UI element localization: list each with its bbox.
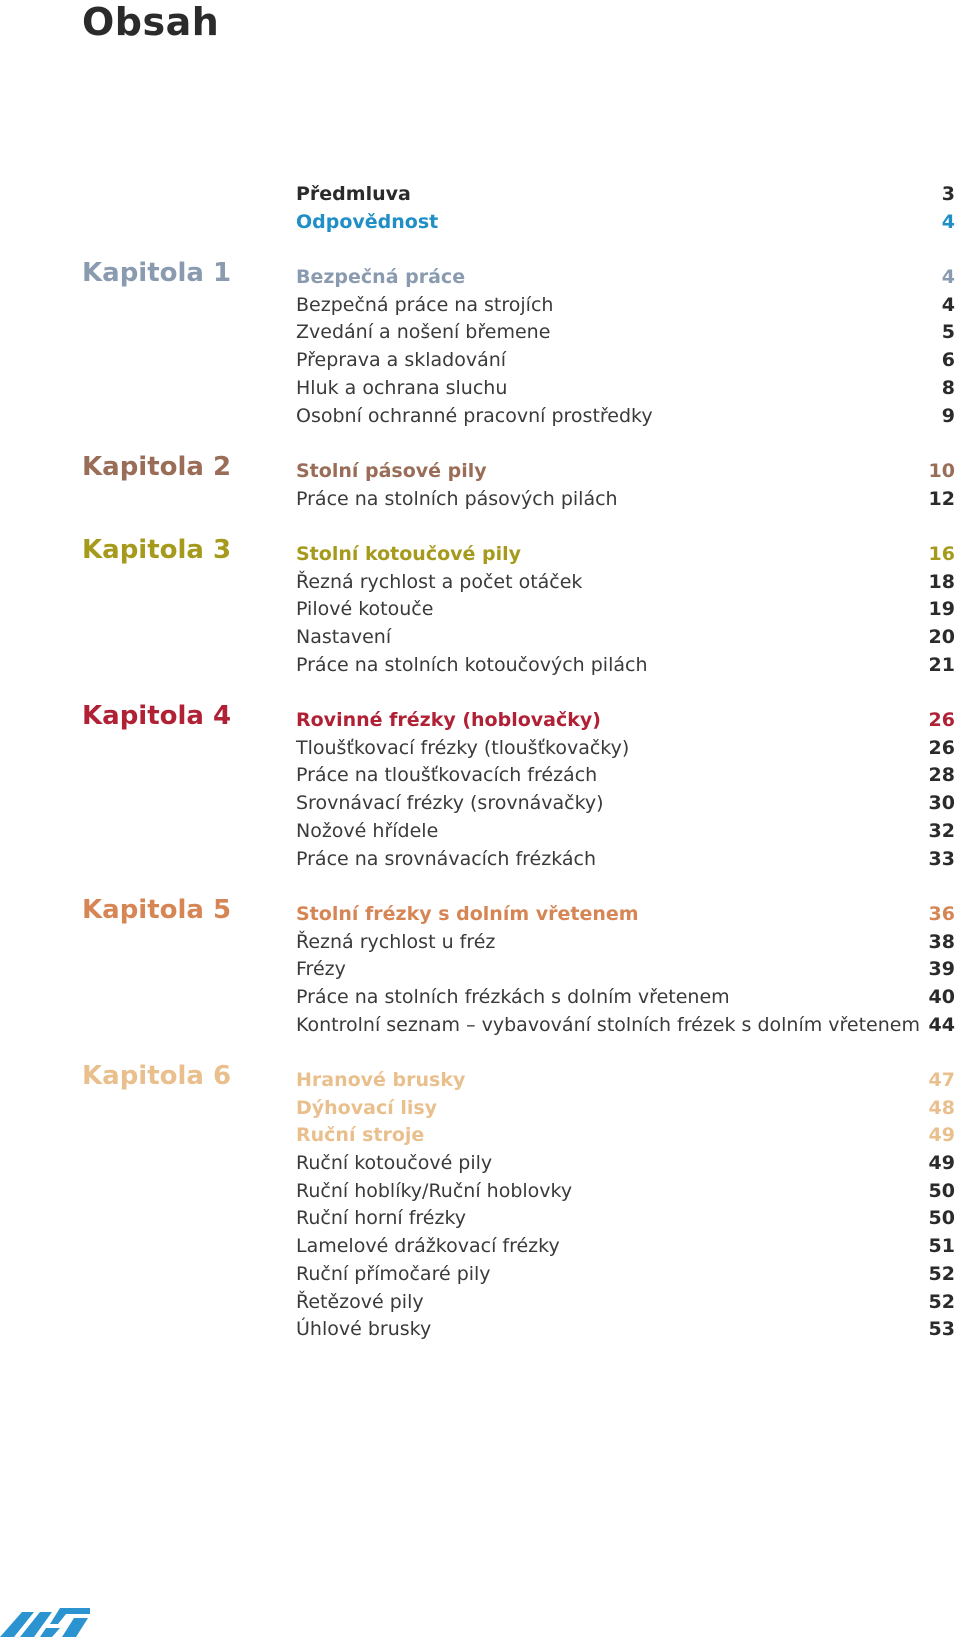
toc-entry-page: 48	[928, 1096, 955, 1119]
toc-section-6	[0, 1061, 960, 1343]
toc-entry[interactable]	[0, 817, 960, 845]
toc-entry-page: 28	[928, 764, 955, 787]
toc-entry-title: Pilové kotouče	[296, 598, 434, 621]
toc-entry-page: 49	[928, 1152, 955, 1175]
toc-entry[interactable]	[0, 701, 960, 734]
toc-entry-title: Frézy	[296, 958, 346, 981]
toc-entry-page: 47	[928, 1069, 955, 1091]
toc-entry-title: Práce na stolních kotoučových pilách	[296, 653, 648, 676]
table-of-contents	[0, 180, 960, 1343]
toc-entry-page: 38	[928, 930, 955, 953]
toc-entry[interactable]	[0, 845, 960, 873]
toc-entry-title: Stolní kotoučové pily	[296, 542, 522, 565]
toc-entry-title: Řezná rychlost a počet otáček	[296, 570, 583, 593]
toc-section-3	[0, 534, 960, 678]
toc-entry[interactable]	[0, 180, 960, 208]
toc-entry-title: Ruční přímočaré pily	[296, 1262, 491, 1285]
toc-entry-title: Nožové hřídele	[296, 819, 439, 842]
toc-entry-title: Kontrolní seznam – vybavování stolních frézek s dolním vřetenem	[296, 1013, 920, 1036]
toc-entry[interactable]	[0, 534, 960, 568]
chapter-label: Kapitola 1	[82, 258, 232, 289]
toc-entry-title: Řezná rychlost u fréz	[296, 930, 496, 953]
toc-entry[interactable]	[0, 1288, 960, 1316]
toc-section-intro	[0, 180, 960, 235]
toc-entry-title: Zvedání a nošení břemene	[296, 321, 551, 344]
toc-entry-page: 49	[928, 1124, 955, 1147]
toc-entry-title: Řetězové pily	[296, 1290, 424, 1313]
toc-entry-title: Práce na stolních frézkách s dolním vřetenem	[296, 985, 730, 1008]
toc-entry-page: 8	[941, 376, 955, 399]
toc-entry-title: Bezpečná práce na strojích	[296, 293, 554, 316]
chapter-label: Kapitola 4	[82, 701, 232, 732]
toc-entry[interactable]	[0, 1011, 960, 1039]
toc-entry-title: Stolní pásové pily	[296, 459, 487, 482]
toc-entry[interactable]	[0, 568, 960, 596]
toc-entry[interactable]	[0, 1177, 960, 1205]
toc-entry[interactable]	[0, 374, 960, 402]
toc-entry[interactable]	[0, 1121, 960, 1149]
toc-entry-title: Dýhovací lisy	[296, 1096, 438, 1119]
chapter-label: Kapitola 5	[82, 894, 232, 925]
toc-entry[interactable]	[0, 894, 960, 928]
toc-entry-title: Hranové brusky	[296, 1069, 466, 1091]
toc-entry-page: 53	[928, 1318, 955, 1341]
toc-entry[interactable]	[0, 1094, 960, 1122]
toc-entry[interactable]	[0, 955, 960, 983]
toc-entry-title: Ruční horní frézky	[296, 1207, 467, 1230]
toc-entry-title: Práce na tloušťkovacích frézách	[296, 764, 598, 787]
toc-entry-page: 4	[941, 293, 955, 316]
toc-entry[interactable]	[0, 789, 960, 817]
toc-entry-title: Práce na srovnávacích frézkách	[296, 847, 597, 870]
toc-entry[interactable]	[0, 208, 960, 236]
toc-entry-title: Bezpečná práce	[296, 266, 466, 289]
toc-entry-page: 12	[928, 487, 955, 510]
toc-entry-page: 30	[928, 792, 955, 815]
toc-section-5	[0, 894, 960, 1038]
toc-entry-title: Osobní ochranné pracovní prostředky	[296, 404, 653, 427]
toc-entry-page: 10	[928, 459, 955, 482]
toc-entry-title: Práce na stolních pásových pilách	[296, 487, 618, 510]
toc-entry-title: Nastavení	[296, 626, 392, 648]
chapter-label: Kapitola 6	[82, 1061, 232, 1091]
toc-entry[interactable]	[0, 291, 960, 319]
toc-entry-page: 4	[941, 210, 955, 233]
toc-entry-page: 50	[928, 1179, 955, 1202]
toc-entry-title: Stolní frézky s dolním vřetenem	[296, 902, 639, 925]
toc-entry-page: 52	[928, 1290, 955, 1313]
toc-entry[interactable]	[0, 761, 960, 789]
toc-entry[interactable]	[0, 451, 960, 485]
toc-entry[interactable]	[0, 651, 960, 679]
toc-entry-page: 19	[928, 598, 955, 621]
toc-entry-title: Hluk a ochrana sluchu	[296, 376, 508, 399]
toc-entry[interactable]	[0, 1204, 960, 1232]
toc-entry-title: Ruční stroje	[296, 1124, 425, 1147]
toc-entry[interactable]	[0, 1260, 960, 1288]
toc-entry[interactable]	[0, 258, 960, 291]
toc-entry[interactable]	[0, 983, 960, 1011]
toc-entry-title: Odpovědnost	[296, 210, 439, 233]
toc-entry-page: 36	[928, 902, 955, 925]
toc-entry[interactable]	[0, 402, 960, 430]
toc-entry-page: 33	[928, 847, 955, 870]
toc-entry[interactable]	[0, 1149, 960, 1177]
toc-entry-page: 3	[941, 183, 955, 205]
toc-entry-page: 44	[928, 1013, 955, 1036]
toc-entry-page: 6	[941, 349, 955, 372]
toc-entry-page: 39	[928, 958, 955, 981]
toc-entry[interactable]	[0, 318, 960, 346]
toc-entry-page: 21	[928, 653, 955, 676]
toc-entry-page: 50	[928, 1207, 955, 1230]
chapter-label: Kapitola 2	[82, 451, 232, 482]
toc-entry-page: 40	[928, 985, 955, 1008]
toc-section-2	[0, 451, 960, 512]
toc-entry-page: 20	[928, 626, 955, 648]
toc-entry-title: Úhlové brusky	[296, 1318, 432, 1341]
toc-section-1	[0, 258, 960, 429]
toc-entry[interactable]	[0, 734, 960, 762]
toc-entry-page: 26	[928, 736, 955, 759]
toc-entry-page: 32	[928, 819, 955, 842]
toc-entry-title: Srovnávací frézky (srovnávačky)	[296, 792, 604, 815]
toc-entry[interactable]	[0, 928, 960, 956]
toc-entry-title: Ruční hoblíky/Ruční hoblovky	[296, 1179, 573, 1202]
toc-entry[interactable]	[0, 1315, 960, 1343]
toc-entry-title: Rovinné frézky (hoblovačky)	[296, 709, 601, 732]
chapter-label: Kapitola 3	[82, 534, 232, 565]
toc-entry-title: Předmluva	[296, 183, 411, 205]
toc-entry-title: Lamelové drážkovací frézky	[296, 1235, 560, 1258]
toc-entry-page: 4	[941, 266, 955, 289]
toc-entry-page: 9	[941, 404, 955, 427]
toc-entry[interactable]	[0, 346, 960, 374]
toc-entry-title: Přeprava a skladování	[296, 349, 507, 372]
toc-entry[interactable]	[0, 595, 960, 623]
toc-entry-page: 16	[928, 542, 955, 565]
toc-entry[interactable]	[0, 485, 960, 513]
toc-entry-page: 52	[928, 1262, 955, 1285]
toc-section-4	[0, 701, 960, 872]
toc-entry[interactable]	[0, 1061, 960, 1094]
toc-entry[interactable]	[0, 623, 960, 651]
toc-entry-title: Tloušťkovací frézky (tloušťkovačky)	[296, 736, 630, 759]
toc-entry-page: 18	[928, 570, 955, 593]
toc-entry-page: 5	[941, 321, 955, 344]
publisher-logo-icon	[0, 1596, 90, 1637]
toc-entry-page: 51	[928, 1235, 955, 1258]
toc-entry-page: 26	[928, 709, 955, 732]
page-title: Obsah	[82, 0, 220, 44]
toc-entry[interactable]	[0, 1232, 960, 1260]
toc-entry-title: Ruční kotoučové pily	[296, 1152, 493, 1175]
